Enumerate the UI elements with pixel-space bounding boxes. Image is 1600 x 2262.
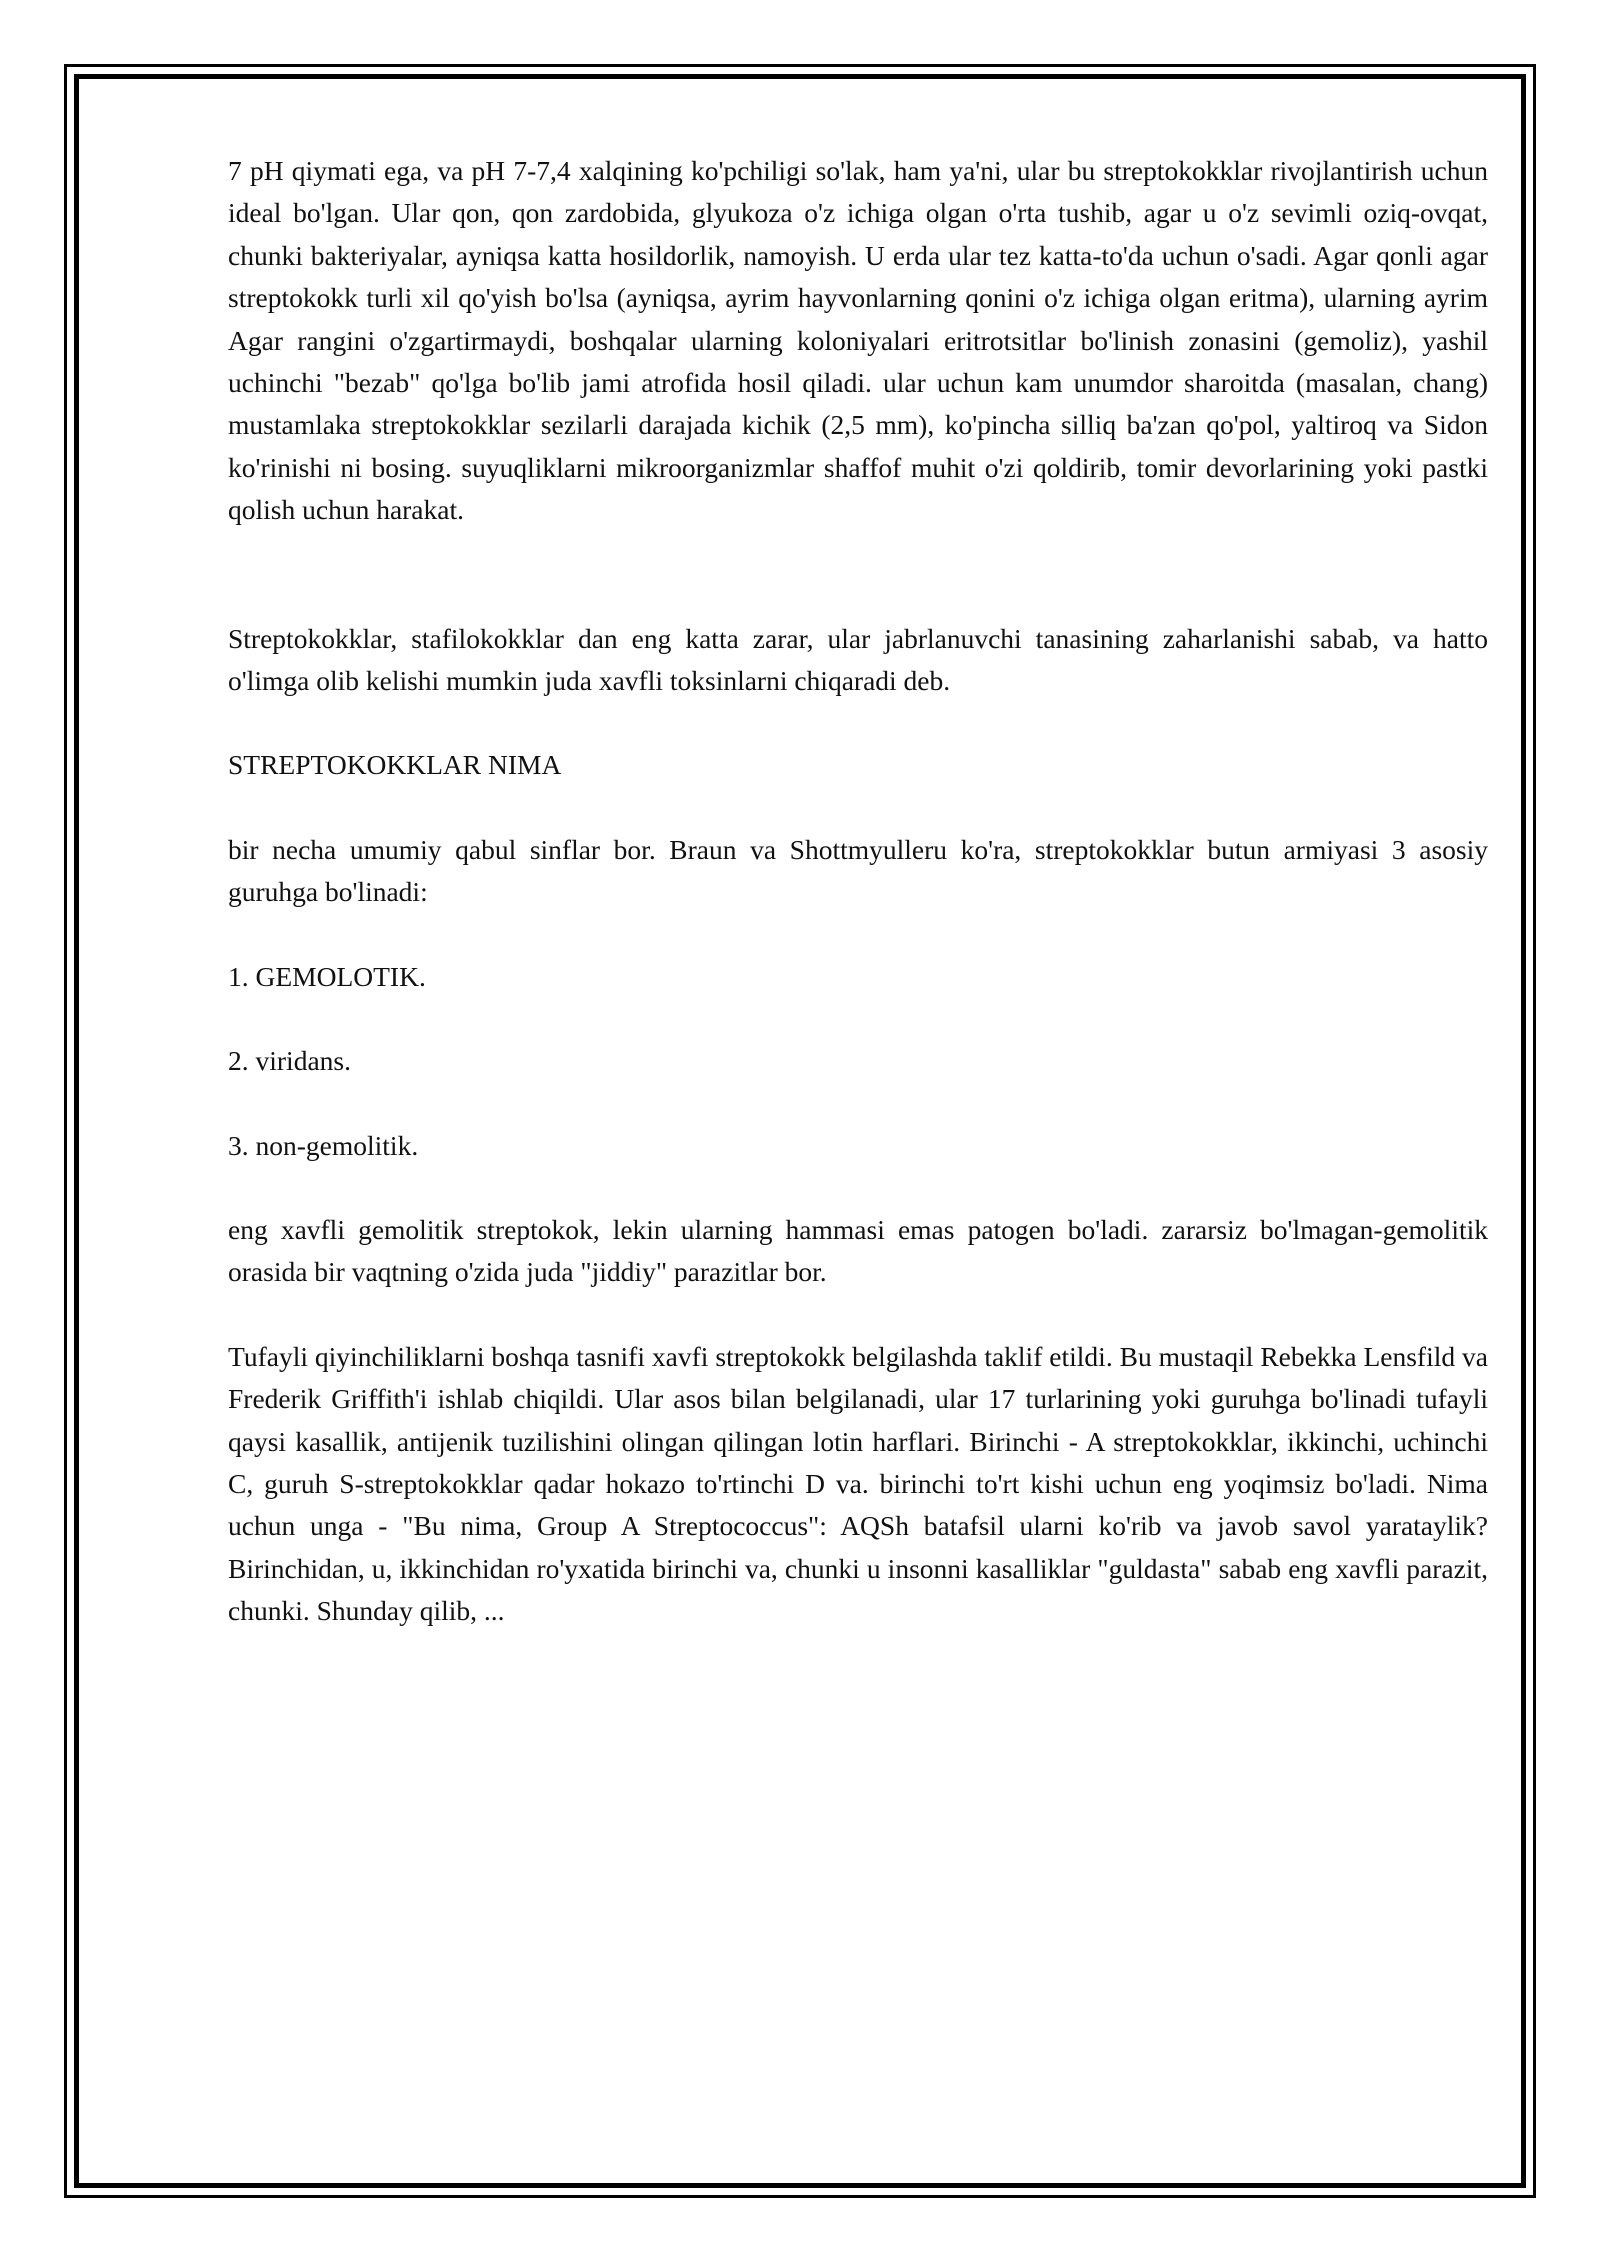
section-heading: STREPTOKOKKLAR NIMA (228, 749, 562, 781)
paragraph-hemolytic: eng xavfli gemolitik streptokok, lekin ularning hammasi emas patogen bo'ladi. zararsiz bo'lmagan-gemolitik orasida bir vaqtning o'zida juda "jiddiy" parazitlar bor. (228, 1213, 1488, 1288)
paragraph-classes: bir necha umumiy qabul sinflar bor. Braun va Shottmyulleru ko'ra, streptokokklar butun armiyasi 3 asosiy guruhga bo'linadi: (228, 833, 1488, 908)
paragraph-lancefield: Tufayli qiyinchiliklarni boshqa tasnifi xavfi streptokokk belgilashda taklif etildi. Bu mustaqil Rebekka Lensfild va Frederik Griffith'i ishlab chiqildi. Ular asos bilan belgilanadi, ular 17 turlarining yoki guruhga bo'linadi tufayli qaysi kasallik, antijenik tuzilishini olingan qilingan lotin harflari. Birinchi - A streptokokklar, ikkinchi, uchinchi C, guruh S-streptokokklar qadar hokazo to'rtinchi D va. birinchi to'rt kishi uchun eng yoqimsiz bo'ladi. Nima uchun unga - "Bu nima, Group A Streptococcus": AQSh batafsil ularni ko'rib va javob savol yarataylik? Birinchidan, u, ikkinchidan ro'yxatida birinchi va, chunki u insonni kasalliklar "guldasta" sabab eng xavfli parazit, chunki. Shunday qilib, ... (228, 1340, 1488, 1627)
document-body (228, 150, 1488, 1633)
list-item-1: 1. GEMOLOTIK. (228, 960, 426, 992)
list-item-3: 3. non-gemolitik. (228, 1129, 419, 1161)
paragraph-toxins: Streptokokklar, stafilokokklar dan eng katta zarar, ular jabrlanuvchi tanasining zaharlanishi sabab, va hatto o'limga olib kelishi mumkin juda xavfli toksinlarni chiqaradi deb. (228, 622, 1488, 697)
paragraph-ph-growth: 7 pH qiymati ega, va pH 7-7,4 xalqining ko'pchiligi so'lak, ham ya'ni, ular bu streptokokklar rivojlantirish uchun ideal bo'lgan. Ular qon, qon zardobida, glyukoza o'z ichiga olgan o'rta tushib, agar u o'z sevimli oziq-ovqat, chunki bakteriyalar, ayniqsa katta hosildorlik, namoyish. U erda ular tez katta-to'da uchun o'sadi. Agar qonli agar streptokokk turli xil qo'yish bo'lsa (ayniqsa, ayrim hayvonlarning qonini o'z ichiga olgan eritma), ularning ayrim Agar rangini o'zgartirmaydi, boshqalar ularning koloniyalari eritrotsitlar bo'linish zonasini (gemoliz), yashil uchinchi "bezab" qo'lga bo'lib jami atrofida hosil qiladi. ular uchun kam unumdor sharoitda (masalan, chang) mustamlaka streptokokklar sezilarli darajada kichik (2,5 mm), ko'pincha silliq ba'zan qo'pol, yaltiroq va Sidon ko'rinishi ni bosing. suyuqliklarni mikroorganizmlar shaffof muhit o'zi qoldirib, tomir devorlarining yoki pastki qolish uchun harakat. (228, 155, 1488, 526)
list-item-2: 2. viridans. (228, 1045, 351, 1077)
